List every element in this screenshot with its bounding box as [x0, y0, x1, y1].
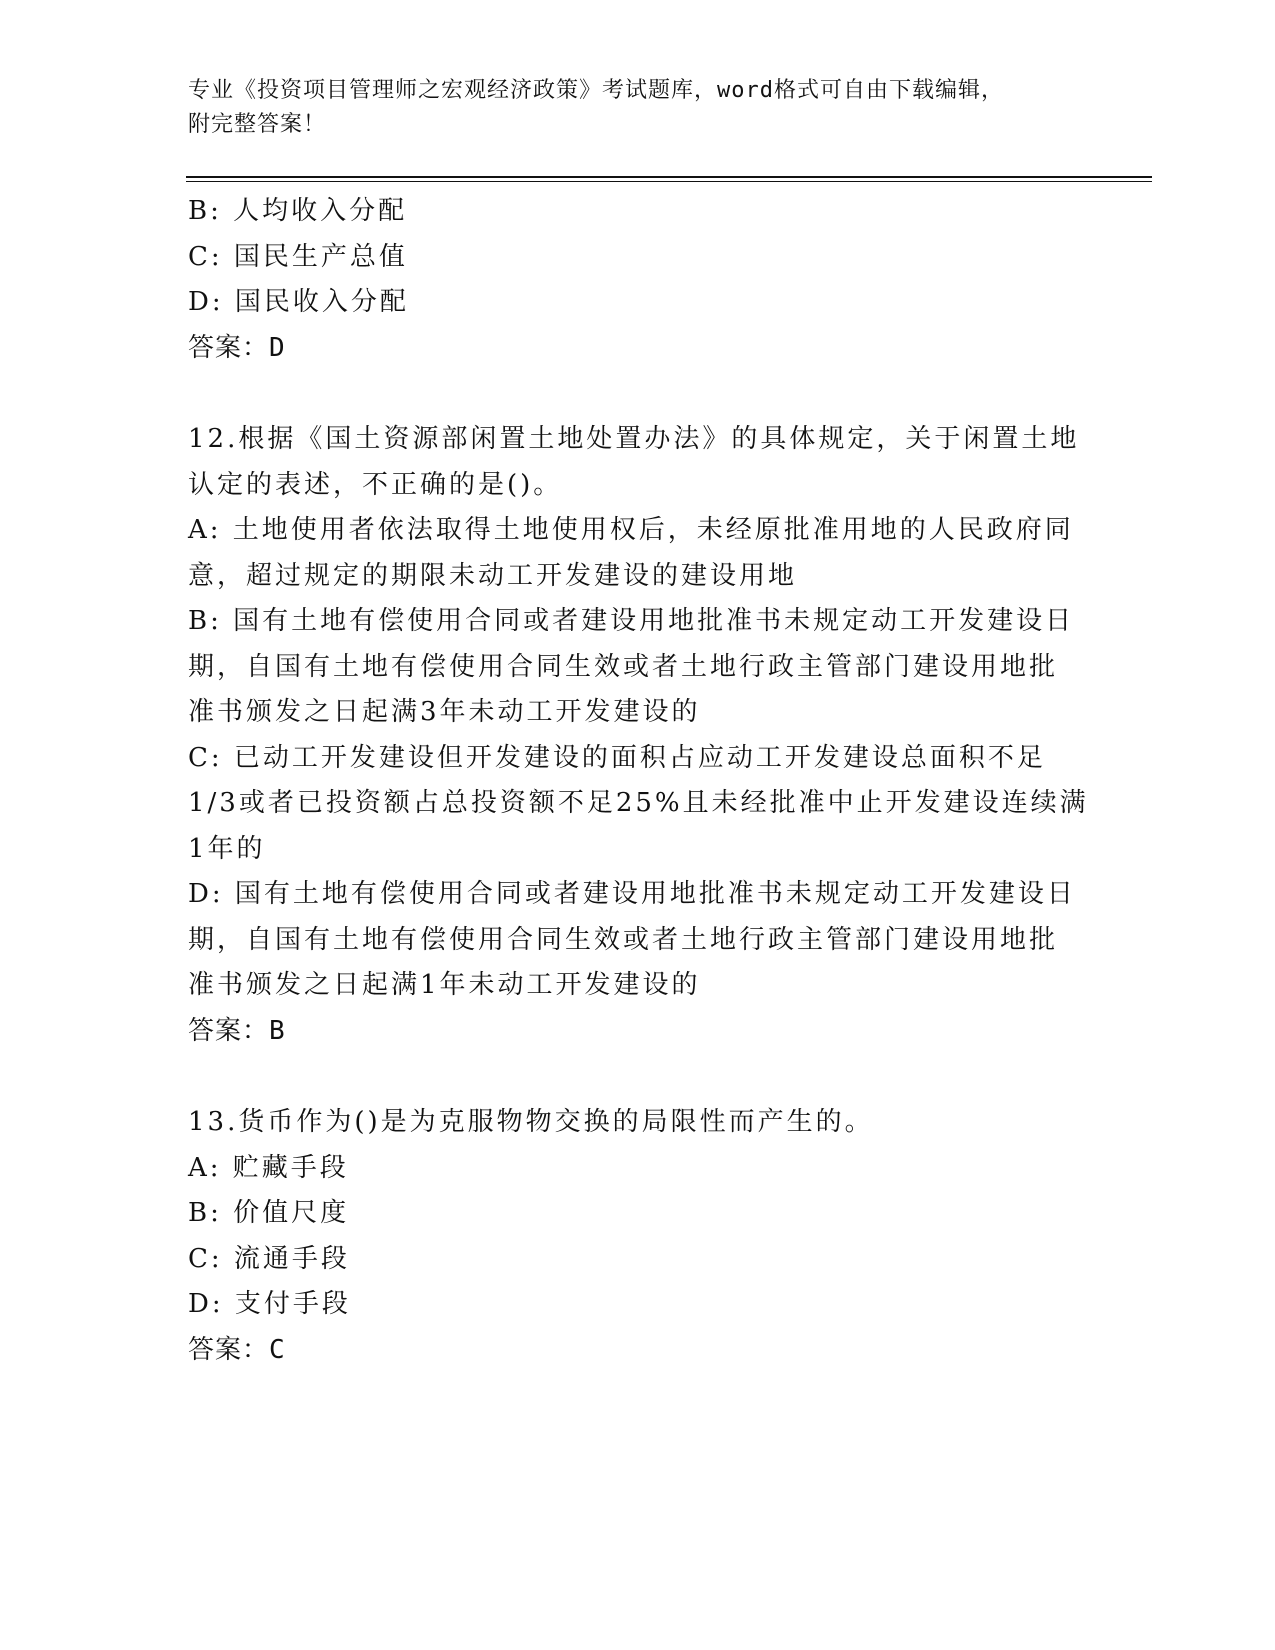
- q12-option-c-line-2: 1/3或者已投资额占总投资额不足25%且未经批准中止开发建设连续满: [188, 788, 1089, 818]
- answer-prev: 答案：D: [188, 332, 286, 363]
- q13-option-b: B: 价值尺度: [188, 1198, 350, 1228]
- q12-option-d-line-1: D: 国有土地有偿使用合同或者建设用地批准书未规定动工开发建设日: [188, 879, 1076, 909]
- question-spacer: [188, 1054, 1088, 1100]
- question-content: [188, 189, 1088, 1373]
- q12-option-c-line-3: 1年的: [188, 833, 266, 864]
- document-header: [188, 74, 1088, 142]
- q12-option-d-line-3: 准书颁发之日起满1年未动工开发建设的: [188, 970, 701, 1000]
- q12-option-b-line-2: 期，自国有土地有偿使用合同生效或者土地行政主管部门建设用地批: [188, 651, 1059, 682]
- q13-stem: 13.货币作为()是为克服物物交换的局限性而产生的。: [188, 1107, 874, 1137]
- q12-stem-line-1: 12.根据《国土资源部闲置土地处置办法》的具体规定，关于闲置土地: [188, 424, 1080, 454]
- q12-option-b-line-1: B: 国有土地有偿使用合同或者建设用地批准书未规定动工开发建设日: [188, 606, 1075, 636]
- q12-option-a-line-1: A: 土地使用者依法取得土地使用权后，未经原批准用地的人民政府同: [188, 515, 1074, 545]
- q12-stem-line-2: 认定的表述，不正确的是()。: [188, 469, 563, 500]
- header-line-2: 附完整答案！: [188, 112, 327, 137]
- option-c-prev: C: 国民生产总值: [188, 241, 408, 272]
- question-spacer: [188, 371, 1088, 417]
- q13-answer: 答案：C: [188, 1334, 286, 1365]
- header-divider-thick: [186, 176, 1152, 178]
- q13-option-a: A: 贮藏手段: [188, 1152, 349, 1183]
- option-d-prev: D: 国民收入分配: [188, 287, 409, 317]
- option-b-prev: B: 人均收入分配: [188, 196, 408, 226]
- q13-option-d: D: 支付手段: [188, 1289, 351, 1319]
- header-line-1: 专业《投资项目管理师之宏观经济政策》考试题库，word格式可自由下载编辑，: [188, 78, 1004, 103]
- header-divider-thin: [186, 181, 1152, 182]
- q12-option-d-line-2: 期，自国有土地有偿使用合同生效或者土地行政主管部门建设用地批: [188, 924, 1059, 955]
- q13-option-c: C: 流通手段: [188, 1243, 350, 1274]
- q12-option-a-line-2: 意，超过规定的期限未动工开发建设的建设用地: [188, 560, 798, 591]
- q12-option-b-line-3: 准书颁发之日起满3年未动工开发建设的: [188, 697, 701, 727]
- q12-answer: 答案：B: [188, 1015, 286, 1046]
- q12-option-c-line-1: C: 已动工开发建设但开发建设的面积占应动工开发建设总面积不足: [188, 742, 1046, 773]
